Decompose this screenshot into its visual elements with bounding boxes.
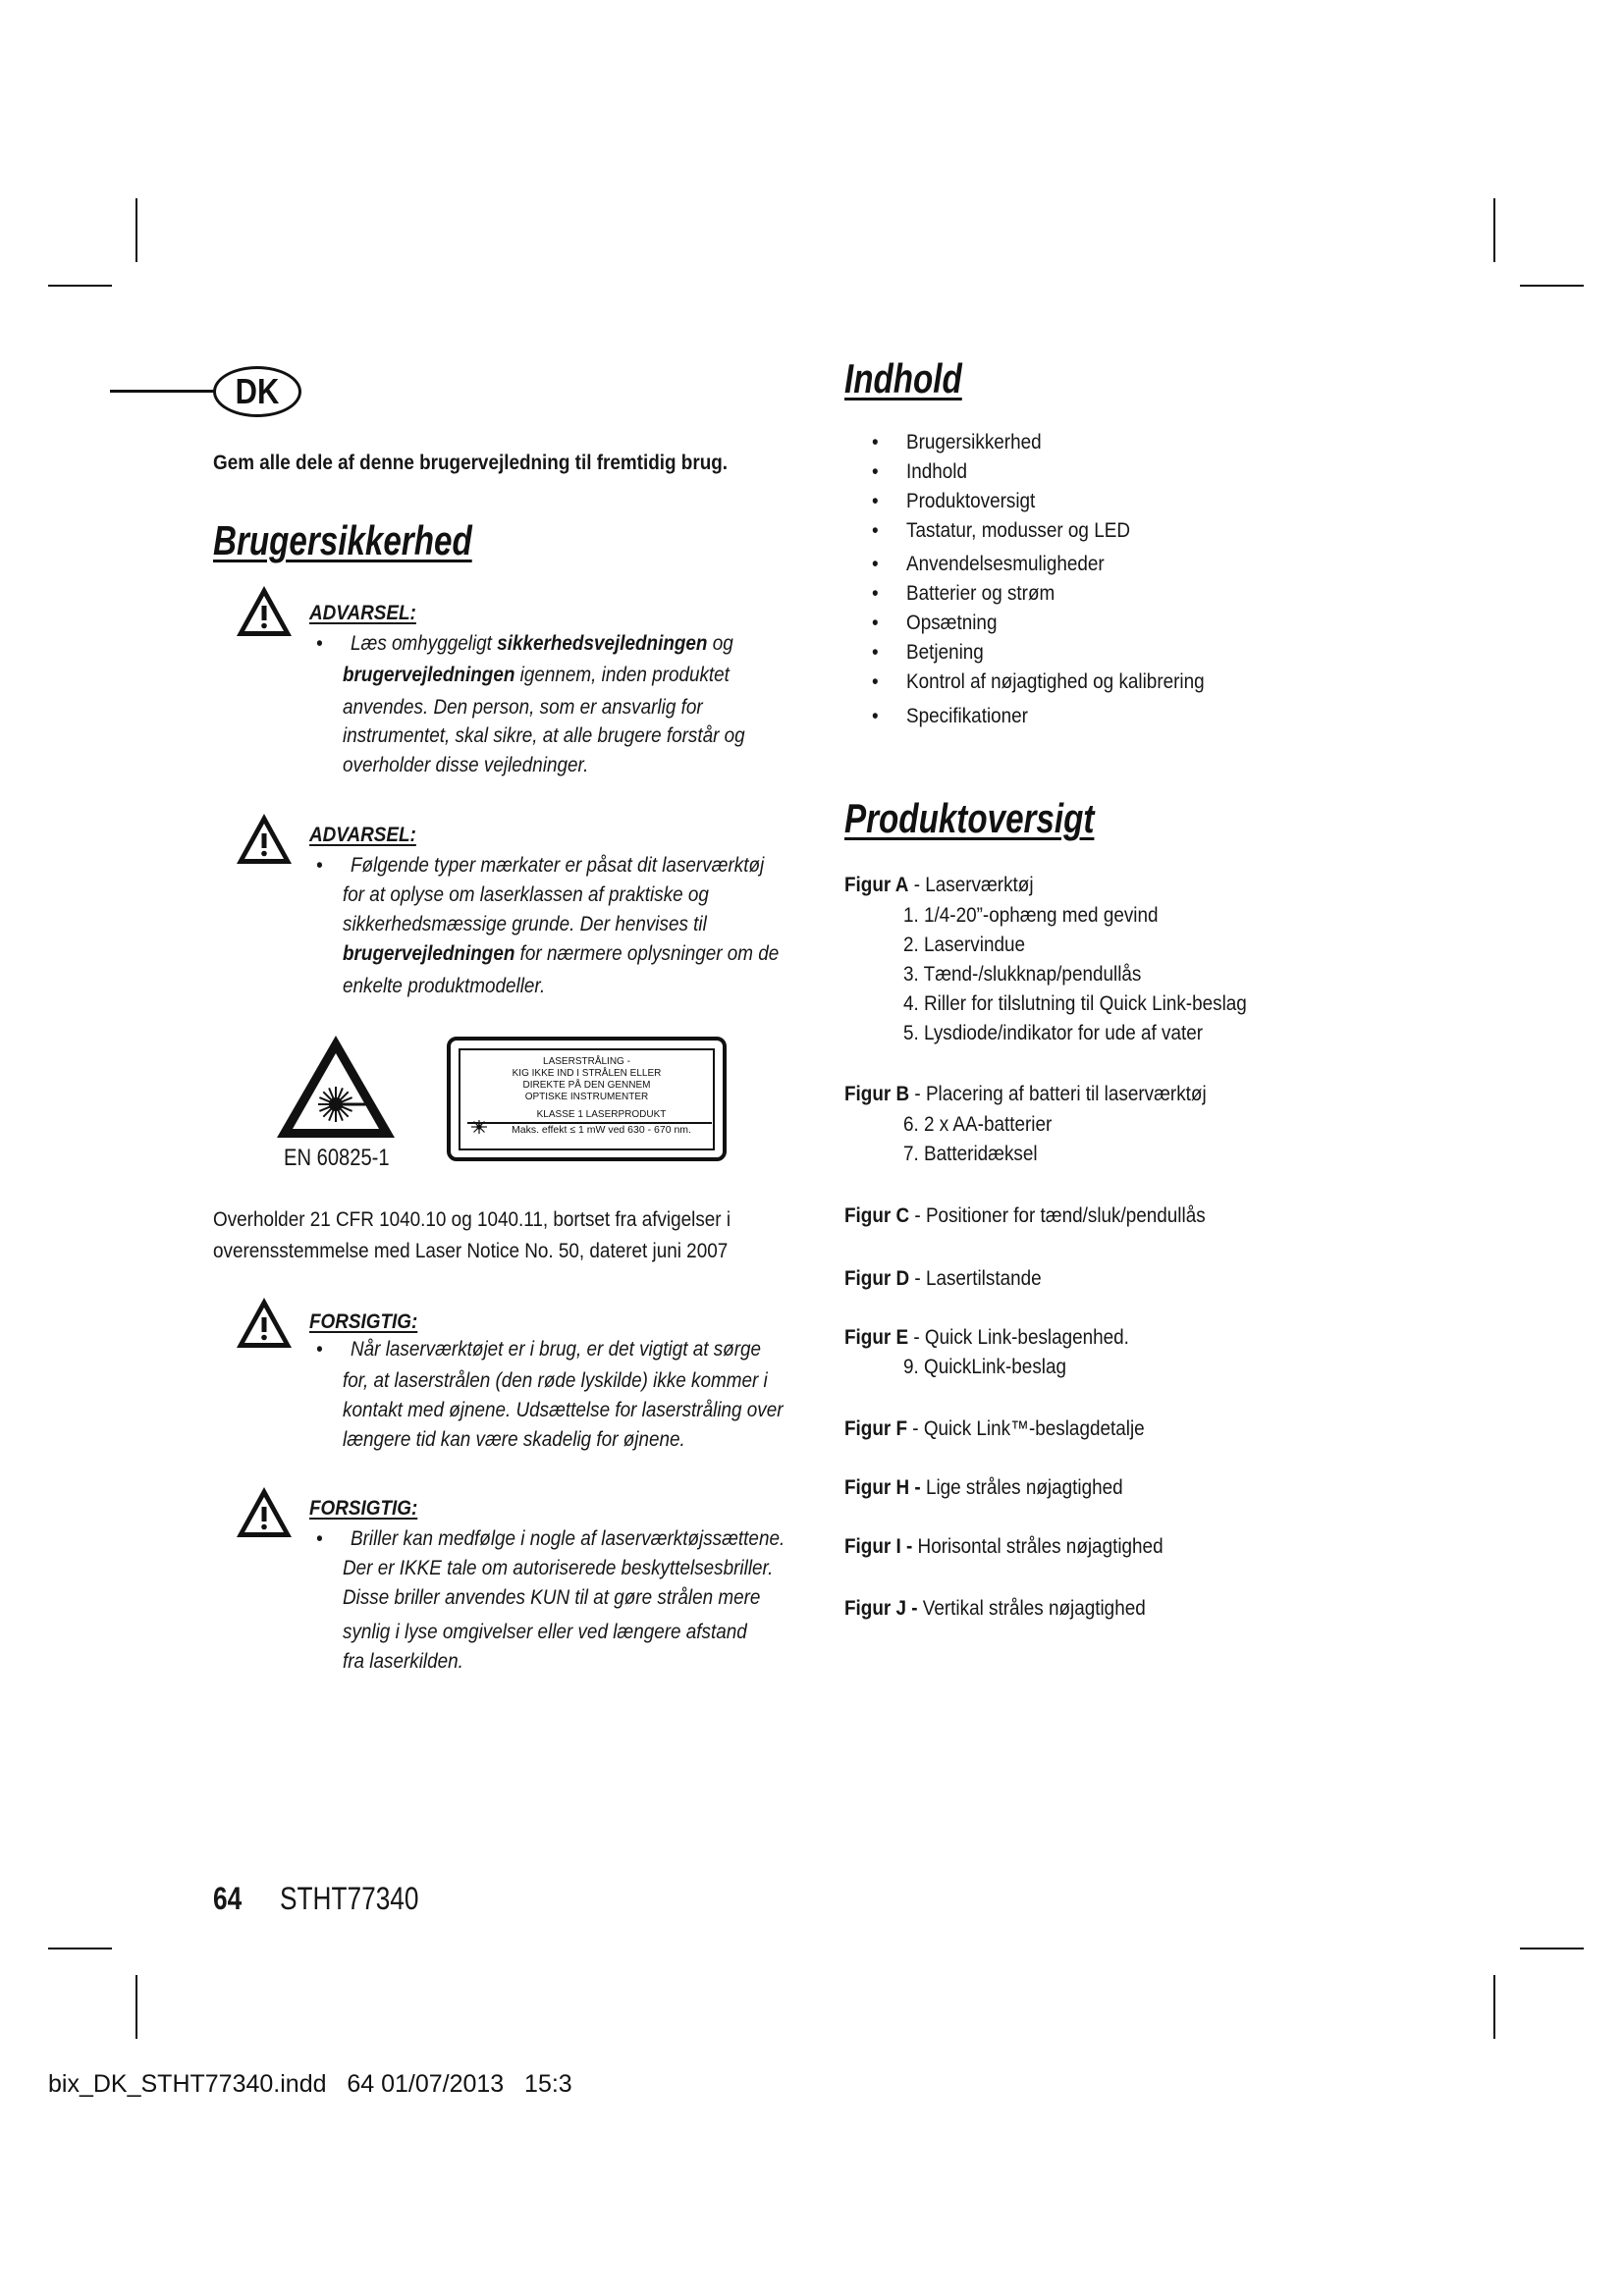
- figure-caption: [844, 871, 1034, 900]
- figure-caption: [844, 1264, 1042, 1294]
- text-segment: og: [707, 632, 733, 655]
- figure-caption: [844, 1532, 1164, 1562]
- label-text-line: DIREKTE PÅ DEN GENNEM: [522, 1080, 651, 1091]
- figure-title: Lige stråles nøjagtighed: [920, 1476, 1123, 1499]
- caution-text-line: længere tid kan være skadelig for øjnene.: [343, 1428, 685, 1451]
- emphasis-safety-instructions: sikkerhedsvejledningen: [497, 632, 708, 655]
- compliance-text-line: overensstemmelse med Laser Notice No. 50, dateret juni 2007: [213, 1240, 729, 1262]
- figure-caption: [844, 1594, 1146, 1624]
- crop-mark-top-right-horizontal: [1520, 285, 1584, 287]
- section-heading-contents: Indhold: [844, 355, 962, 401]
- figure-caption: [844, 1323, 1129, 1353]
- figure-title: - Lasertilstande: [909, 1267, 1042, 1290]
- figure-item: 1. 1/4-20”-ophæng med gevind: [903, 904, 1159, 927]
- warning-text-line: instrumentet, skal sikre, at alle brugere forstår og: [343, 724, 745, 747]
- caution-triangle-icon: [236, 1297, 293, 1350]
- contents-item: Batterier og strøm: [906, 582, 1056, 605]
- bullet: •: [872, 519, 879, 542]
- caution-text-line: for, at laserstrålen (den røde lyskilde) ikke kommer i: [343, 1369, 768, 1392]
- figure-caption: [844, 1080, 1207, 1109]
- crop-mark-bottom-left-vertical: [135, 1975, 137, 2039]
- caution-text-line: fra laserkilden.: [343, 1650, 463, 1673]
- laser-hazard-icon: [275, 1034, 397, 1140]
- contents-item: Brugersikkerhed: [906, 431, 1042, 454]
- figure-title: Horisontal stråles nøjagtighed: [912, 1535, 1164, 1558]
- bullet: •: [316, 854, 323, 877]
- crop-mark-bottom-left-horizontal: [48, 1948, 112, 1949]
- section-heading-overview: Produktoversigt: [844, 795, 1095, 841]
- figure-label: Figur H -: [844, 1476, 921, 1499]
- label-text-line: KIG IKKE IND I STRÅLEN ELLER: [512, 1068, 662, 1079]
- contents-item: Opsætning: [906, 612, 998, 634]
- warning-text-line: Følgende typer mærkater er påsat dit laserværktøj: [351, 854, 765, 877]
- warning-triangle-icon: [236, 585, 293, 638]
- figure-title: - Laserværktøj: [908, 874, 1034, 896]
- figure-title: - Quick Link™-beslagdetalje: [907, 1417, 1145, 1440]
- figure-label: Figur D: [844, 1267, 910, 1290]
- bullet: •: [872, 460, 879, 483]
- figure-label: Figur A: [844, 874, 909, 896]
- label-class-line: KLASSE 1 LASERPRODUKT: [536, 1109, 667, 1120]
- text-segment: for nærmere oplysninger om de: [514, 942, 780, 965]
- caution-text-line: kontakt med øjnene. Udsættelse for laserstråling over: [343, 1399, 784, 1421]
- crop-mark-bottom-right-vertical: [1493, 1975, 1495, 2039]
- caution-label: FORSIGTIG:: [309, 1497, 418, 1520]
- caution-text-line: Disse briller anvendes KUN til at gøre strålen mere: [343, 1586, 761, 1609]
- bullet: •: [872, 612, 879, 634]
- warning-text-line: enkelte produktmodeller.: [343, 975, 546, 997]
- warning-text-line: [351, 629, 733, 659]
- warning-label: ADVARSEL:: [309, 602, 416, 624]
- caution-text-line: Der er IKKE tale om autoriserede beskyttelsesbriller.: [343, 1557, 774, 1579]
- language-badge: [213, 366, 301, 417]
- label-text-line: OPTISKE INSTRUMENTER: [524, 1092, 649, 1102]
- warning-text-line: [343, 661, 730, 690]
- bullet: •: [872, 705, 879, 727]
- crop-mark-top-right-vertical: [1493, 198, 1495, 262]
- warning-text-line: [343, 939, 779, 969]
- figure-item: 2. Laservindue: [903, 934, 1025, 956]
- figure-title: - Placering af batteri til laserværktøj: [909, 1083, 1207, 1105]
- figure-item: 6. 2 x AA-batterier: [903, 1113, 1053, 1136]
- page-number: 64: [213, 1881, 243, 1916]
- figure-caption: [844, 1201, 1206, 1231]
- warning-text-line: anvendes. Den person, som er ansvarlig for: [343, 696, 703, 719]
- figure-item: 4. Riller for tilslutning til Quick Link-beslag: [903, 992, 1247, 1015]
- figure-item: 7. Batteridæksel: [903, 1143, 1038, 1165]
- figure-label: Figur I -: [844, 1535, 913, 1558]
- caution-text-line: Briller kan medfølge i nogle af laserværktøjssættene.: [351, 1527, 785, 1550]
- figure-item: 9. QuickLink-beslag: [903, 1356, 1066, 1378]
- figure-title: - Positioner for tænd/sluk/pendullås: [909, 1204, 1206, 1227]
- laser-starburst-icon: [470, 1119, 488, 1135]
- crop-mark-top-left-horizontal: [48, 285, 112, 287]
- bullet: •: [872, 553, 879, 575]
- emphasis-user-manual: brugervejledningen: [343, 942, 515, 965]
- caution-text-line: Når laserværktøjet er i brug, er det vigtigt at sørge: [351, 1338, 762, 1361]
- crop-mark-bottom-right-horizontal: [1520, 1948, 1584, 1949]
- emphasis-user-manual: brugervejledningen: [343, 664, 515, 686]
- figure-label: Figur E: [844, 1326, 909, 1349]
- figure-title: - Quick Link-beslagenhed.: [908, 1326, 1129, 1349]
- print-slug: bix_DK_STHT77340.indd 64 01/07/2013 15:3: [48, 2070, 572, 2098]
- contents-item: Tastatur, modusser og LED: [906, 519, 1130, 542]
- figure-caption: [844, 1473, 1123, 1503]
- bullet: •: [872, 582, 879, 605]
- warning-text-line: overholder disse vejledninger.: [343, 754, 589, 776]
- section-heading-safety: Brugersikkerhed: [213, 517, 472, 563]
- bullet: •: [316, 1527, 323, 1550]
- caution-text-line: synlig i lyse omgivelser eller ved længere afstand: [343, 1621, 747, 1643]
- crop-mark-top-left-vertical: [135, 198, 137, 262]
- figure-title: Vertikal stråles nøjagtighed: [917, 1597, 1146, 1620]
- language-badge-text: DK: [235, 371, 280, 411]
- badge-rule: [110, 390, 215, 393]
- compliance-text-line: Overholder 21 CFR 1040.10 og 1040.11, bortset fra afvigelser i: [213, 1208, 731, 1231]
- bullet: •: [872, 490, 879, 512]
- bullet: •: [316, 1338, 323, 1361]
- warning-label: ADVARSEL:: [309, 824, 416, 846]
- contents-item: Produktoversigt: [906, 490, 1036, 512]
- figure-item: 5. Lysdiode/indikator for ude af vater: [903, 1022, 1204, 1044]
- intro-text: Gem alle dele af denne brugervejledning til fremtidig brug.: [213, 452, 729, 474]
- contents-item: Specifikationer: [906, 705, 1028, 727]
- contents-item: Indhold: [906, 460, 968, 483]
- caution-label: FORSIGTIG:: [309, 1310, 418, 1333]
- warning-text-line: sikkerhedsmæssige grunde. Der henvises til: [343, 913, 707, 935]
- bullet: •: [872, 431, 879, 454]
- caution-triangle-icon: [236, 1486, 293, 1539]
- label-power-line: Maks. effekt ≤ 1 mW ved 630 - 670 nm.: [512, 1124, 691, 1136]
- bullet: •: [316, 632, 323, 655]
- model-number: STHT77340: [280, 1881, 419, 1916]
- warning-text-line: for at oplyse om laserklassen af praktiske og: [343, 883, 709, 906]
- text-segment: Læs omhyggeligt: [351, 632, 498, 655]
- figure-label: Figur B: [844, 1083, 910, 1105]
- bullet: •: [872, 641, 879, 664]
- figure-caption: [844, 1415, 1145, 1444]
- bullet: •: [872, 670, 879, 693]
- figure-label: Figur F: [844, 1417, 908, 1440]
- laser-standard-caption: EN 60825-1: [284, 1145, 390, 1171]
- label-text-line: LASERSTRÅLING -: [543, 1056, 630, 1067]
- figure-label: Figur C: [844, 1204, 910, 1227]
- warning-triangle-icon: [236, 813, 293, 866]
- contents-item: Anvendelsesmuligheder: [906, 553, 1105, 575]
- contents-item: Betjening: [906, 641, 984, 664]
- figure-label: Figur J -: [844, 1597, 918, 1620]
- text-segment: igennem, inden produktet: [514, 664, 730, 686]
- figure-item: 3. Tænd-/slukknap/pendullås: [903, 963, 1142, 986]
- contents-item: Kontrol af nøjagtighed og kalibrering: [906, 670, 1205, 693]
